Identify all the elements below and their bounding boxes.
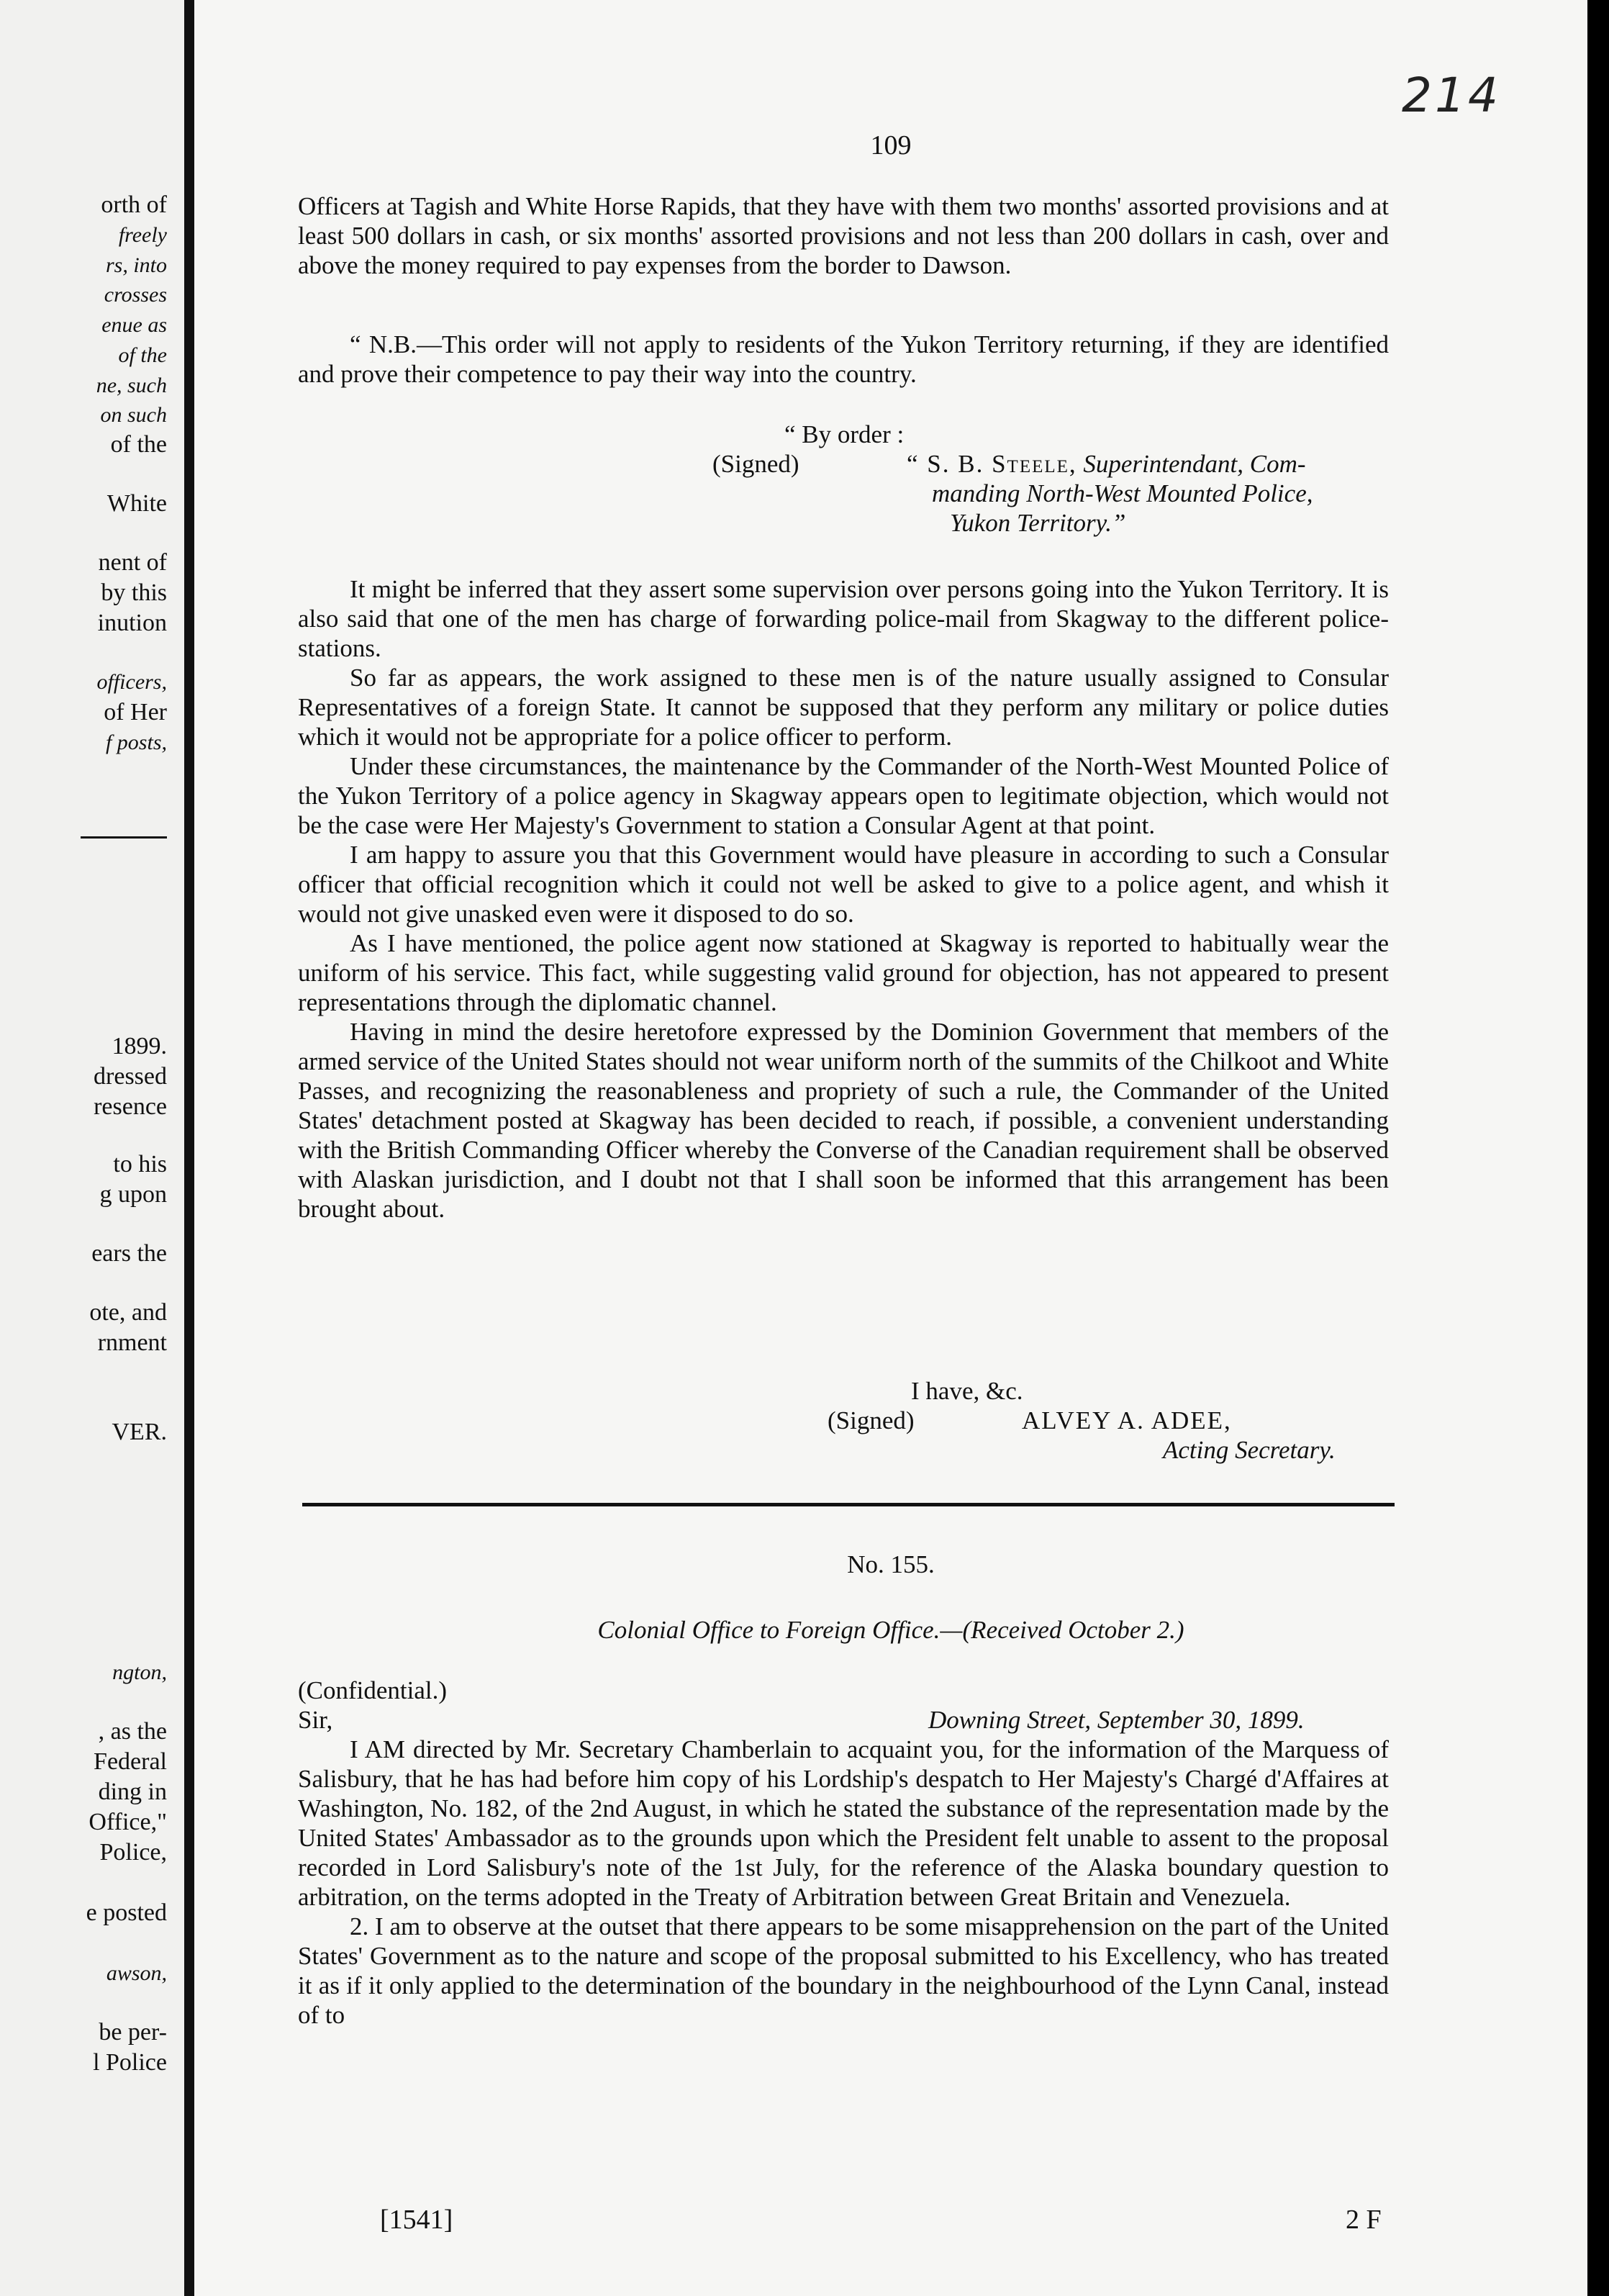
left-page-fragment: be per-	[99, 2019, 167, 2046]
left-page-fragment: White	[106, 490, 167, 517]
left-page-fragment: ding in	[98, 1779, 167, 1805]
closing-i-have: I have, &c.	[911, 1377, 1023, 1405]
left-page-fragment: ne, such	[96, 374, 167, 397]
dateline: Downing Street, September 30, 1899.	[928, 1706, 1305, 1734]
left-page-fragment: Federal	[94, 1748, 167, 1775]
left-page-fragment: freely	[118, 223, 167, 247]
left-page-fragment: g upon	[99, 1181, 167, 1208]
page-number: 109	[870, 130, 912, 161]
left-page-fragment: Office,"	[89, 1809, 167, 1835]
body-paragraph: So far as appears, the work assigned to these men is of the nature usually assigned to Consular Representatives of a foreign State. It cannot be supposed that they perform any military or police duties which it would not be appropriate for a police officer to perform.	[298, 664, 1389, 751]
closing-name: ALVEY A. ADEE,	[1022, 1406, 1232, 1434]
body-paragraph: As I have mentioned, the police agent now stationed at Skagway is reported to habitually wear the uniform of his service. This fact, while suggesting valid ground for objection, has not appeared to present representations through the diplomatic channel.	[298, 929, 1389, 1016]
left-page-fragment: crosses	[104, 283, 167, 307]
closing-signed-label: (Signed)	[828, 1406, 915, 1434]
body-paragraph: It might be inferred that they assert some supervision over persons going into the Yukon Territory. It is also said that one of the men has charge of forwarding police-mail from Skagway to the different police-stations.	[298, 575, 1389, 662]
handwritten-page-number: 214	[1402, 68, 1501, 123]
signatory-name: “ S. B. Steele,	[907, 450, 1077, 478]
opening-paragraph: Officers at Tagish and White Horse Rapids, that they have with them two months' assorted provisions and at least 500 dollars in cash, or six months' assorted provisions and not less than 200 dollars in cash, over and above the money required to pay expenses from the border to Dawson.	[298, 192, 1389, 279]
body-paragraph: Having in mind the desire heretofore expressed by the Dominion Government that members of the armed service of the United States should not wear uniform north of the summits of the Chilkoot and White Passes, and recognizing the reasonableness and propriety of such a rule, the Commander of the United States' detachment posted at Skagway has been decided to reach, if possible, a convenient understanding with the British Commanding Officer whereby the Converse of the Canadian requirement shall be observed with Alaskan jurisdiction, and I doubt not that I shall soon be informed that this arrangement has been brought about.	[298, 1018, 1389, 1223]
footer-signature-mark: [1541]	[380, 2205, 453, 2235]
document-number: No. 155.	[847, 1550, 935, 1578]
signatory-title-2: manding North-West Mounted Police,	[932, 479, 1313, 507]
order-signed-label: (Signed)	[712, 450, 799, 478]
opening-paragraph-block	[298, 191, 1389, 280]
left-page-fragment: enue as	[101, 313, 167, 337]
left-page-fragment: e posted	[86, 1899, 167, 1926]
left-page-fragment: Police,	[99, 1839, 167, 1866]
left-page-fragment: l Police	[93, 2049, 167, 2076]
confidential-label: (Confidential.)	[298, 1676, 448, 1704]
left-page-fragment: ngton,	[112, 1660, 167, 1684]
body-paragraph: Under these circumstances, the maintenance by the Commander of the North-West Mounted Police of the Yukon Territory of a police agency in Skagway appears open to legitimate objection, which would not be the case were Her Majesty's Government to station a Consular Agent at that point.	[298, 752, 1389, 839]
letter-paragraphs	[298, 1735, 1389, 2030]
left-page-fragment: 1899.	[112, 1033, 167, 1059]
left-page-fragment: by this	[101, 579, 167, 606]
left-page-fragment: rs, into	[105, 253, 167, 277]
left-page-fragment: orth of	[101, 191, 167, 218]
order-signatory	[907, 449, 1306, 479]
right-scan-edge	[1587, 0, 1609, 2296]
left-page-fragment: , as the	[98, 1718, 167, 1745]
left-page-fragment: to his	[113, 1151, 167, 1178]
left-page-fragment: of the	[118, 343, 167, 367]
nb-paragraph: “ N.B.—This order will not apply to residents of the Yukon Territory returning, if they are identified and prove their competence to pay their way into the country.	[298, 330, 1389, 388]
signatory-title-1: Superintendant, Com-	[1083, 450, 1306, 478]
left-page-fragment: rnment	[97, 1329, 167, 1356]
left-page-fragment: awson,	[106, 1961, 167, 1985]
left-page-fragment: resence	[94, 1093, 167, 1120]
left-page-fragment: dressed	[94, 1063, 167, 1090]
left-page-fragment: of Her	[104, 699, 167, 726]
left-facing-page	[0, 0, 184, 2296]
letter-paragraph: 2. I am to observe at the outset that there appears to be some misapprehension on the part of the United States' Government as to the nature and scope of the proposal submitted to his Excellency, who has treated it as if it only applied to the determination of the boundary in the neighbourhood of the Lynn Canal, instead of to	[298, 1912, 1389, 2029]
letter-paragraph: I AM directed by Mr. Secretary Chamberlain to acquaint you, for the information of the Marquess of Salisbury, that he has had before him copy of his Lordship's despatch to Her Majesty's Chargé d'Affaires at Washington, No. 182, of the 2nd August, in which he stated the substance of the representation made by the United States' Ambassador as to the grounds upon which the President felt unable to assent to the proposal recorded in Lord Salisbury's note of the 1st July, for the reference of the Alaska boundary question to arbitration, on the terms adopted in the Treaty of Arbitration between Great Britain and Venezuela.	[298, 1735, 1389, 1911]
salutation: Sir,	[298, 1706, 333, 1734]
left-page-fragment: f posts,	[105, 731, 167, 754]
left-page-fragment: ears the	[91, 1240, 167, 1267]
left-page-fragment: on such	[100, 403, 167, 427]
document-heading: Colonial Office to Foreign Office.—(Received October 2.)	[597, 1616, 1184, 1644]
nb-paragraph-block	[298, 330, 1389, 389]
page-gutter	[184, 0, 194, 2296]
body-paragraph: I am happy to assure you that this Government would have pleasure in according to such a Consular officer that official recognition which it could not well be asked to give to a police agent, and whish it would not give unasked even were it disposed to do so.	[298, 841, 1389, 928]
closing-title: Acting Secretary.	[1163, 1436, 1336, 1464]
section-divider	[302, 1503, 1395, 1506]
document-page	[194, 0, 1587, 2296]
by-order-line: “ By order :	[784, 420, 905, 448]
left-page-fragment: inution	[97, 610, 167, 636]
left-page-fragment: nent of	[98, 549, 167, 576]
left-page-fragment: VER.	[112, 1419, 167, 1445]
left-page-rule	[81, 836, 167, 839]
left-page-fragment: ote, and	[89, 1299, 167, 1326]
signatory-title-3: Yukon Territory.”	[950, 509, 1126, 537]
left-page-fragment: of the	[110, 431, 167, 458]
footer-sheet-mark: 2 F	[1346, 2205, 1382, 2235]
left-page-fragment: officers,	[96, 670, 167, 694]
body-paragraphs	[298, 574, 1389, 1224]
